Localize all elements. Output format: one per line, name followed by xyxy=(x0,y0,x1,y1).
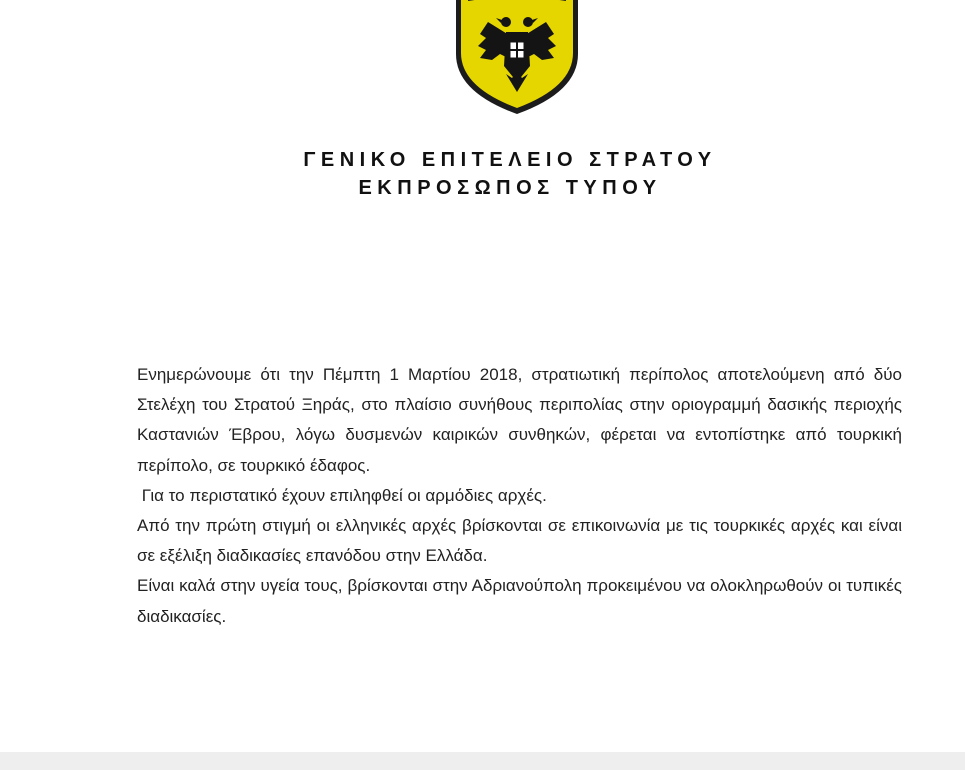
bottom-bar xyxy=(0,752,965,770)
office-title: ΕΚΠΡΟΣΩΠΟΣ ΤΥΠΟΥ xyxy=(358,177,662,199)
announcement-body xyxy=(137,360,902,632)
paragraph-2: Για το περιστατικό έχουν επιληφθεί οι αρμόδιες αρχές. xyxy=(137,485,547,505)
paragraph-4: Είναι καλά στην υγεία τους, βρίσκονται στην Αδριανούπολη προκειμένου να ολοκληρωθούν οι τυπικές διαδικασίες. xyxy=(137,576,902,626)
letterhead xyxy=(0,146,965,202)
army-emblem xyxy=(450,0,584,116)
paragraph-1: Ενημερώνουμε ότι την Πέμπτη 1 Μαρτίου 2018, στρατιωτική περίπολος αποτελούμενη από δύο Στελέχη του Στρατού Ξηράς, στο πλαίσιο συνήθους περιπολίας στην οριογραμμή δασικής περιοχής Καστανιών Έβρου, λόγω δυσμενών καιρικών συνθηκών, φέρεται να εντοπίστηκε από τουρκική περίπολο, σε τουρκικό έδαφος. xyxy=(137,365,902,475)
paragraph-3: Από την πρώτη στιγμή οι ελληνικές αρχές βρίσκονται σε επικοινωνία με τις τουρκικές αρχές και είναι σε εξέλιξη διαδικασίες επανόδου στην Ελλάδα. xyxy=(137,516,902,566)
double-headed-eagle-shield-icon xyxy=(450,0,584,116)
organization-title: ΓΕΝΙΚΟ ΕΠΙΤΕΛΕΙΟ ΣΤΡΑΤΟΥ xyxy=(303,149,717,171)
